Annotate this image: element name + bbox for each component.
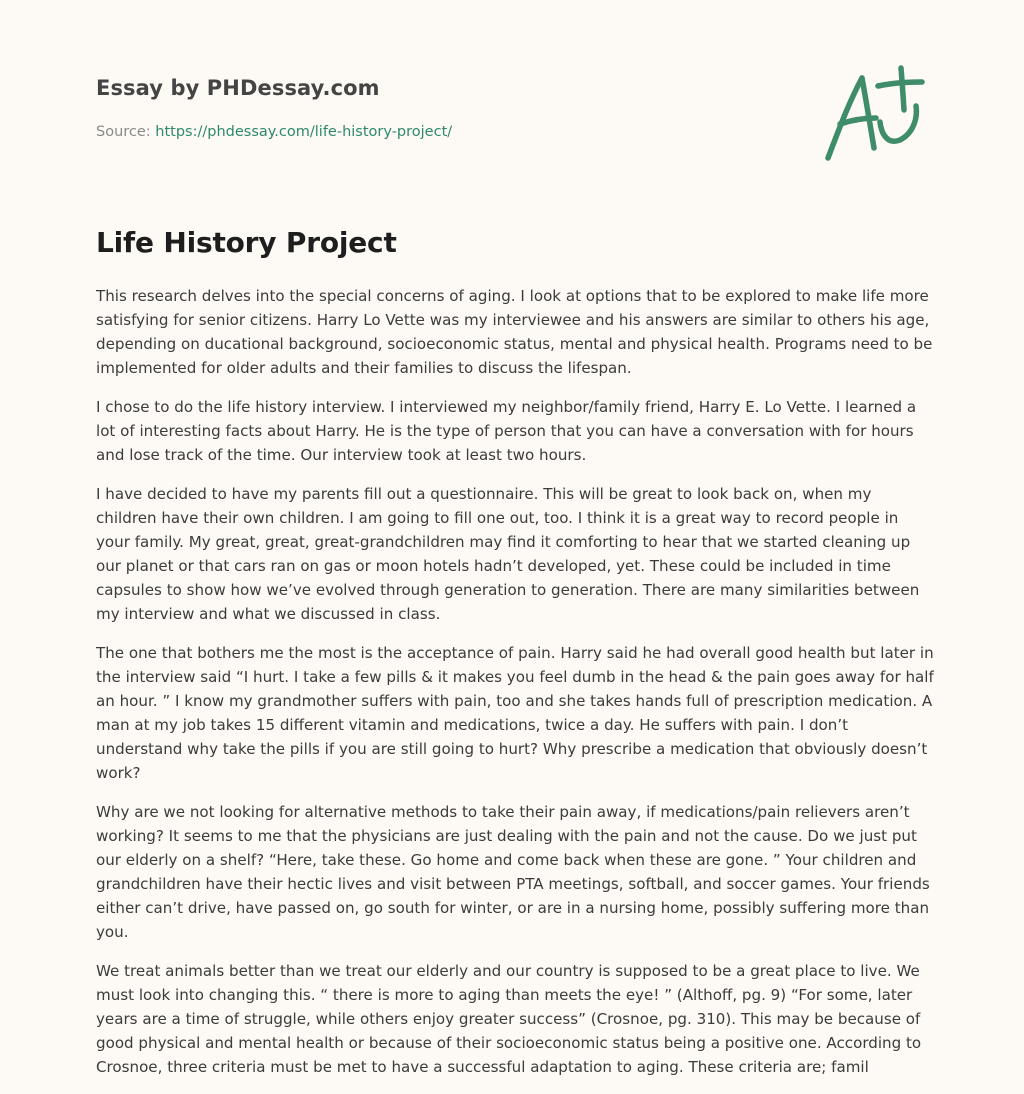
paragraph: I have decided to have my parents fill out a questionnaire. This will be great to look back on, when my children have their own children. I am going to fill one out, too. I think it is a great way to record people in your family. My great, great, great-grandchildren may find it comforting to hear that we started cleaning up our planet or that cars ran on gas or moon hotels hadn’t developed, yet. These could be included in time capsules to show how we’ve evolved through generation to generation. There are many similarities between my interview and what we discussed in class. (96, 485, 920, 623)
paragraph: This research delves into the special concerns of aging. I look at options that to be explored to make life more satisfying for senior citizens. Harry Lo Vette was my interviewee and his answers are similar to others his age, depending on ducational background, socioeconomic status, mental and physical health. Programs need to be implemented for older adults and their families to discuss the lifespan. (96, 287, 933, 377)
paragraph: I chose to do the life history interview. I interviewed my neighbor/family friend, Harry E. Lo Vette. I learned a lot of interesting facts about Harry. He is the type of person that you can have a conversation with for hours and lose track of the time. Our interview took at least two hours. (96, 398, 917, 464)
a-plus-logo (818, 62, 930, 166)
source-link[interactable]: https://phdessay.com/life-history-project/ (155, 124, 453, 140)
paragraph: Why are we not looking for alternative methods to take their pain away, if medications/pain relievers aren’t working? It seems to me that the physicians are just dealing with the pain and not the cause. Do we just put our elderly on a shelf? “Here, take these. Go home and come back when these are gone. ” Your children and grandchildren have their hectic lives and visit between PTA meetings, softball, and soccer games. Your friends either can’t drive, have passed on, go south for winter, or are in a nursing home, possibly suffering more than you. (96, 803, 930, 941)
a-plus-logo-icon (818, 62, 930, 166)
article-title: Life History Project (96, 226, 397, 259)
source-label: Source: (96, 124, 151, 140)
site-brand: Essay by PHDessay.com (96, 76, 380, 100)
source-line (96, 124, 452, 140)
paragraph: The one that bothers me the most is the acceptance of pain. Harry said he had overall good health but later in the interview said “I hurt. I take a few pills & it makes you feel dumb in the head & the pain goes away for half an hour. ” I know my grandmother suffers with pain, too and she takes hands full of prescription medication. A man at my job takes 15 different vitamin and medications, twice a day. He suffers with pain. I don’t understand why take the pills if you are still going to hurt? Why prescribe a medication that obviously doesn’t work? (96, 644, 934, 782)
article-body (96, 284, 936, 1094)
paragraph: We treat animals better than we treat our elderly and our country is supposed to be a great place to live. We must look into changing this. “ there is more to aging than meets the eye! ” (Althoff, pg. 9) “For some, later years are a time of struggle, while others enjoy greater success” (Crosnoe, pg. 310). This may be because of good physical and mental health or because of their socioeconomic status being a positive one. According to Crosnoe, three criteria must be met to have a successful adaptation to aging. These criteria are; famil (96, 962, 922, 1076)
